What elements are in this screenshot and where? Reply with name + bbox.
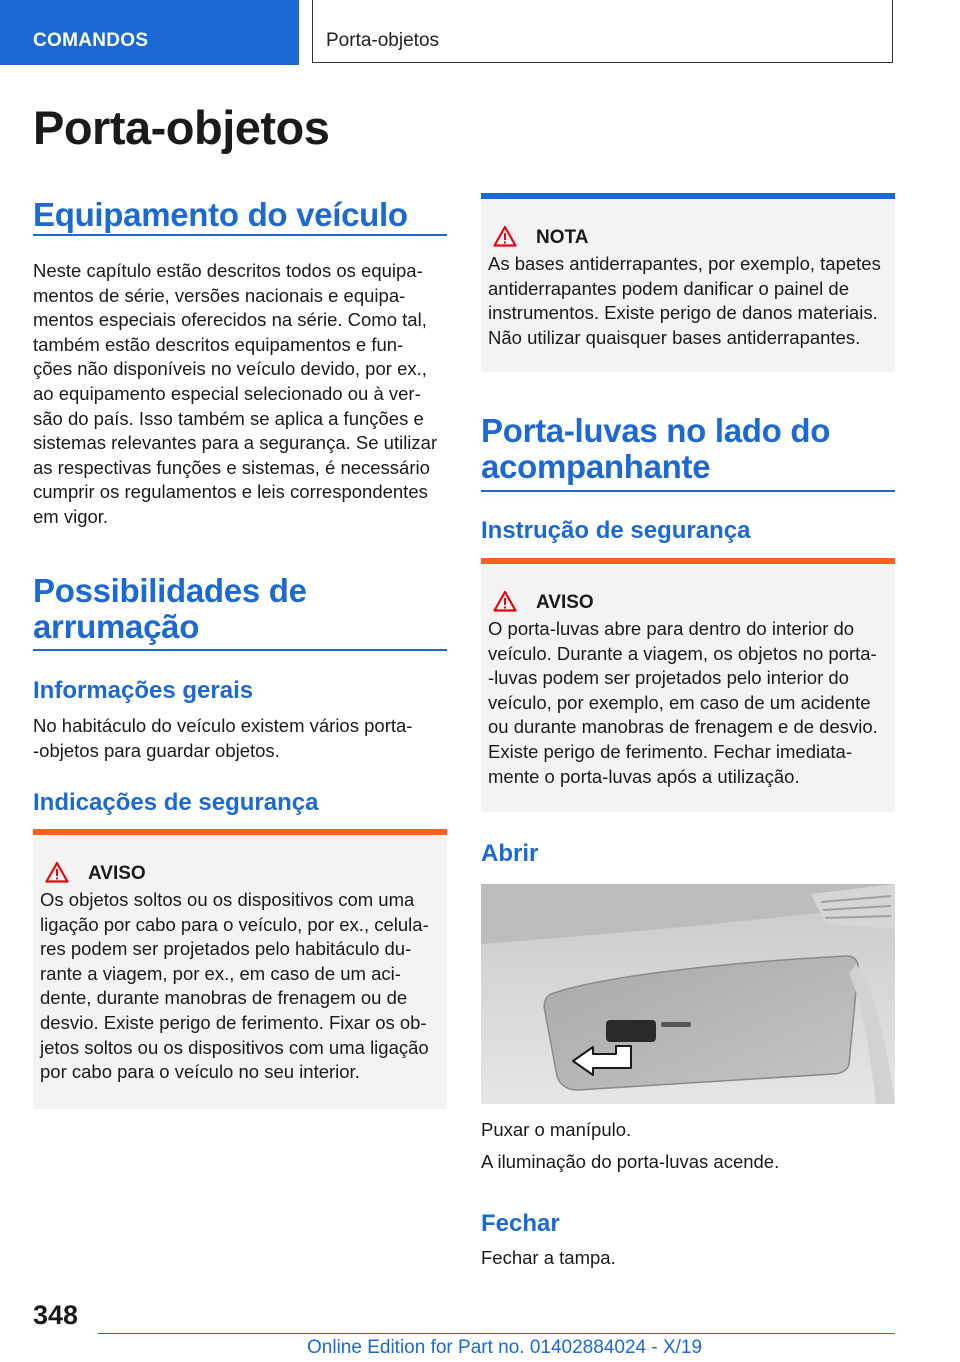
warning-box <box>33 829 447 1109</box>
section-tab <box>0 0 299 65</box>
glovebox-illustration <box>481 884 895 1104</box>
text-line: O porta-luvas abre para dentro do interior do <box>488 618 855 639</box>
text-line: ções não disponíveis no veículo devido, por ex., <box>33 358 427 380</box>
warning-text <box>488 617 889 789</box>
text-line: No habitáculo do veículo existem vários porta- <box>33 715 413 736</box>
warning-label: AVISO <box>88 863 146 884</box>
text-line: Neste capítulo estão descritos todos os equipa- <box>33 260 423 281</box>
section-title-equipment: Equipamento do veículo <box>33 196 408 233</box>
text-line: ligação por cabo para o veículo, por ex., celula- <box>40 913 429 935</box>
text-line: ou durante manobras de frenagem e de desvio. <box>488 716 878 738</box>
title-line: acompanhante <box>481 448 711 485</box>
footer-divider <box>98 1333 895 1334</box>
section-title-glovebox <box>481 413 830 485</box>
text-line: antiderrapantes podem danificar o painel de <box>488 277 849 299</box>
general-paragraph <box>33 714 447 763</box>
subsection-title-general: Informações gerais <box>33 677 254 704</box>
instruction-text: Puxar o manípulo. <box>481 1119 632 1140</box>
section-divider <box>33 234 447 236</box>
page-number: 348 <box>33 1300 79 1330</box>
text-line: por cabo para o veículo no seu interior. <box>40 1061 360 1083</box>
section-title-storage <box>33 573 307 645</box>
section-divider <box>33 649 447 651</box>
title-line: arrumação <box>33 608 200 645</box>
text-line: em vigor. <box>33 505 109 527</box>
footer-edition: Online Edition for Part no. 01402884024 - X/19 <box>307 1337 703 1358</box>
topic-header <box>312 0 893 63</box>
subsection-title-safety: Indicações de segurança <box>33 789 319 816</box>
text-line: mentos de série, versões nacionais e equipa- <box>33 284 406 306</box>
text-line: também estão descritos equipamentos e fun- <box>33 333 404 355</box>
text-line: instrumentos. Existe perigo de danos materiais. <box>488 302 878 324</box>
text-line: desvio. Existe perigo de ferimento. Fixar os ob- <box>40 1011 427 1033</box>
title-line: Porta-luvas no lado do <box>481 412 831 449</box>
text-line: Não utilizar quaisquer bases antiderrapantes. <box>488 326 861 348</box>
text-line: ao equipamento especial selecionado ou à ver- <box>33 382 421 404</box>
text-line: mentos especiais oferecidos na série. Como tal, <box>33 309 427 331</box>
text-line: res podem ser projetados pelo habitáculo du- <box>40 938 412 960</box>
note-box <box>481 193 895 372</box>
text-line: são do país. Isso também se aplica a funções e <box>33 407 424 429</box>
instruction-text: A iluminação do porta-luvas acende. <box>481 1151 780 1172</box>
text-line: Existe perigo de ferimento. Fechar imediata- <box>488 740 853 762</box>
text-line: rante a viagem, por ex., em caso de um aci- <box>40 962 401 984</box>
section-divider <box>481 490 895 492</box>
text-line: sistemas relevantes para a segurança. Se utilizar <box>33 432 438 454</box>
text-line: veículo. Durante a viagem, os objetos no porta- <box>488 642 877 664</box>
topic-label: Porta-objetos <box>326 30 440 51</box>
text-line: Os objetos soltos ou os dispositivos com uma <box>40 889 415 910</box>
warning-box <box>481 558 895 812</box>
warning-triangle-icon <box>45 861 69 883</box>
page-title: Porta-objetos <box>33 101 330 154</box>
close-text: Fechar a tampa. <box>481 1247 616 1268</box>
text-line: jetos soltos ou os dispositivos com uma ligação <box>40 1036 429 1058</box>
text-line: veículo, por exemplo, em caso de um acidente <box>488 691 871 713</box>
text-line: -objetos para guardar objetos. <box>33 739 280 761</box>
note-bar <box>481 193 895 199</box>
text-line: -luvas podem ser projetados pelo interior do <box>488 667 849 689</box>
text-line: as respectivas funções e sistemas, é necessário <box>33 456 430 478</box>
note-label: NOTA <box>536 227 589 248</box>
subsection-title-close: Fechar <box>481 1210 560 1237</box>
equipment-paragraph <box>33 259 447 530</box>
text-line: cumprir os regulamentos e leis correspondentes <box>33 481 428 503</box>
note-text <box>488 252 889 350</box>
glovebox-photo <box>481 884 895 1104</box>
warning-text <box>40 888 441 1085</box>
warning-bar <box>481 558 895 564</box>
text-line: mente o porta-luvas após a utilização. <box>488 765 800 787</box>
title-line: Possibilidades de <box>33 572 307 609</box>
text-line: dente, durante manobras de frenagem ou de <box>40 987 408 1009</box>
subsection-title-safety-instruction: Instrução de segurança <box>481 517 751 544</box>
warning-triangle-icon <box>493 590 517 612</box>
warning-label: AVISO <box>536 592 594 613</box>
subsection-title-open: Abrir <box>481 840 539 867</box>
text-line: As bases antiderrapantes, por exemplo, tapetes <box>488 253 881 274</box>
section-label: COMANDOS <box>33 30 149 51</box>
warning-bar <box>33 829 447 835</box>
warning-triangle-icon <box>493 225 517 247</box>
